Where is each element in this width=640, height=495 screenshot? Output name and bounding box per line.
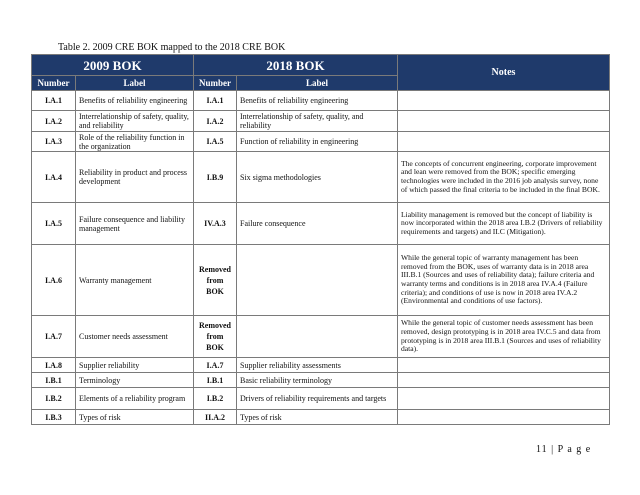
number-2018: I.B.1 <box>194 373 237 388</box>
header-notes: Notes <box>398 55 610 91</box>
table-row <box>32 152 610 203</box>
header-row-top <box>32 55 610 76</box>
header-2009-bok: 2009 BOK <box>32 55 194 76</box>
number-2018: I.A.2 <box>194 111 237 132</box>
note <box>398 410 610 425</box>
note <box>398 358 610 373</box>
table-row <box>32 91 610 111</box>
note <box>398 111 610 132</box>
label-2009: Interrelationship of safety, quality, and reliability <box>76 111 194 132</box>
removed-from-bok: Removed from BOK <box>194 316 237 358</box>
label-2009: Failure consequence and liability management <box>76 203 194 245</box>
label-2009: Elements of a reliability program <box>76 388 194 410</box>
header-2018-label: Label <box>237 76 398 91</box>
number-2009: I.A.1 <box>32 91 76 111</box>
number-2018: I.B.9 <box>194 152 237 203</box>
header-2009-label: Label <box>76 76 194 91</box>
table-row <box>32 410 610 425</box>
label-2018: Basic reliability terminology <box>237 373 398 388</box>
label-2009: Reliability in product and process development <box>76 152 194 203</box>
label-2009: Customer needs assessment <box>76 316 194 358</box>
label-2009: Supplier reliability <box>76 358 194 373</box>
header-2009-number: Number <box>32 76 76 91</box>
table-row <box>32 388 610 410</box>
note: The concepts of concurrent engineering, corporate improvement and lean were removed from the BOK; specific emerging technologies were included in the 2016 job analysis survey, none of which passed the final criteria to be included in the final BOK. <box>398 152 610 203</box>
label-2009: Types of risk <box>76 410 194 425</box>
number-2009: I.A.2 <box>32 111 76 132</box>
table-caption: Table 2. 2009 CRE BOK mapped to the 2018 CRE BOK <box>58 42 286 53</box>
number-2009: I.A.5 <box>32 203 76 245</box>
number-2018: I.A.5 <box>194 132 237 152</box>
number-2009: I.B.1 <box>32 373 76 388</box>
label-2018: Failure consequence <box>237 203 398 245</box>
number-2009: I.A.4 <box>32 152 76 203</box>
table-row <box>32 245 610 316</box>
table-row <box>32 111 610 132</box>
table-row <box>32 358 610 373</box>
note: While the general topic of warranty management has been removed from the BOK, uses of warranty data is in 2018 area III.B.1 (Sources and uses of reliability data); failure criteria and warranty terms and conditions is in 2018 area IV.A.4 (Failure criteria); and conditions of use is now in 2018 area IV.A.2 (Environmental and conditions of use factors). <box>398 245 610 316</box>
number-2009: I.A.7 <box>32 316 76 358</box>
number-2018: I.A.1 <box>194 91 237 111</box>
note <box>398 132 610 152</box>
label-2018: Six sigma methodologies <box>237 152 398 203</box>
table-row <box>32 132 610 152</box>
label-2018: Interrelationship of safety, quality, and reliability <box>237 111 398 132</box>
label-2018: Drivers of reliability requirements and targets <box>237 388 398 410</box>
number-2018: IV.A.3 <box>194 203 237 245</box>
number-2009: I.B.2 <box>32 388 76 410</box>
label-2009: Role of the reliability function in the organization <box>76 132 194 152</box>
label-2009: Terminology <box>76 373 194 388</box>
note <box>398 373 610 388</box>
note <box>398 91 610 111</box>
bok-mapping-table <box>31 54 610 425</box>
note <box>398 388 610 410</box>
table-row <box>32 373 610 388</box>
label-2018: Function of reliability in engineering <box>237 132 398 152</box>
number-2009: I.A.3 <box>32 132 76 152</box>
label-2018 <box>237 245 398 316</box>
table-row <box>32 316 610 358</box>
removed-from-bok: Removed from BOK <box>194 245 237 316</box>
label-2018: Supplier reliability assessments <box>237 358 398 373</box>
number-2009: I.B.3 <box>32 410 76 425</box>
number-2018: I.B.2 <box>194 388 237 410</box>
label-2009: Benefits of reliability engineering <box>76 91 194 111</box>
number-2009: I.A.6 <box>32 245 76 316</box>
number-2018: I.A.7 <box>194 358 237 373</box>
number-2009: I.A.8 <box>32 358 76 373</box>
label-2009: Warranty management <box>76 245 194 316</box>
header-2018-bok: 2018 BOK <box>194 55 398 76</box>
note: Liability management is removed but the concept of liability is now incorporated within the 2018 area I.B.2 (Drivers of reliability requirements and targets) and II.C (Mitigation). <box>398 203 610 245</box>
page-number: 11 | P a g e <box>536 444 592 455</box>
table-row <box>32 203 610 245</box>
header-2018-number: Number <box>194 76 237 91</box>
label-2018: Benefits of reliability engineering <box>237 91 398 111</box>
note: While the general topic of customer needs assessment has been removed, design prototyping is in 2018 area IV.C.5 and data from prototyping is in 2018 area III.B.1 (Sources and uses of reliability data). <box>398 316 610 358</box>
label-2018 <box>237 316 398 358</box>
label-2018: Types of risk <box>237 410 398 425</box>
number-2018: II.A.2 <box>194 410 237 425</box>
